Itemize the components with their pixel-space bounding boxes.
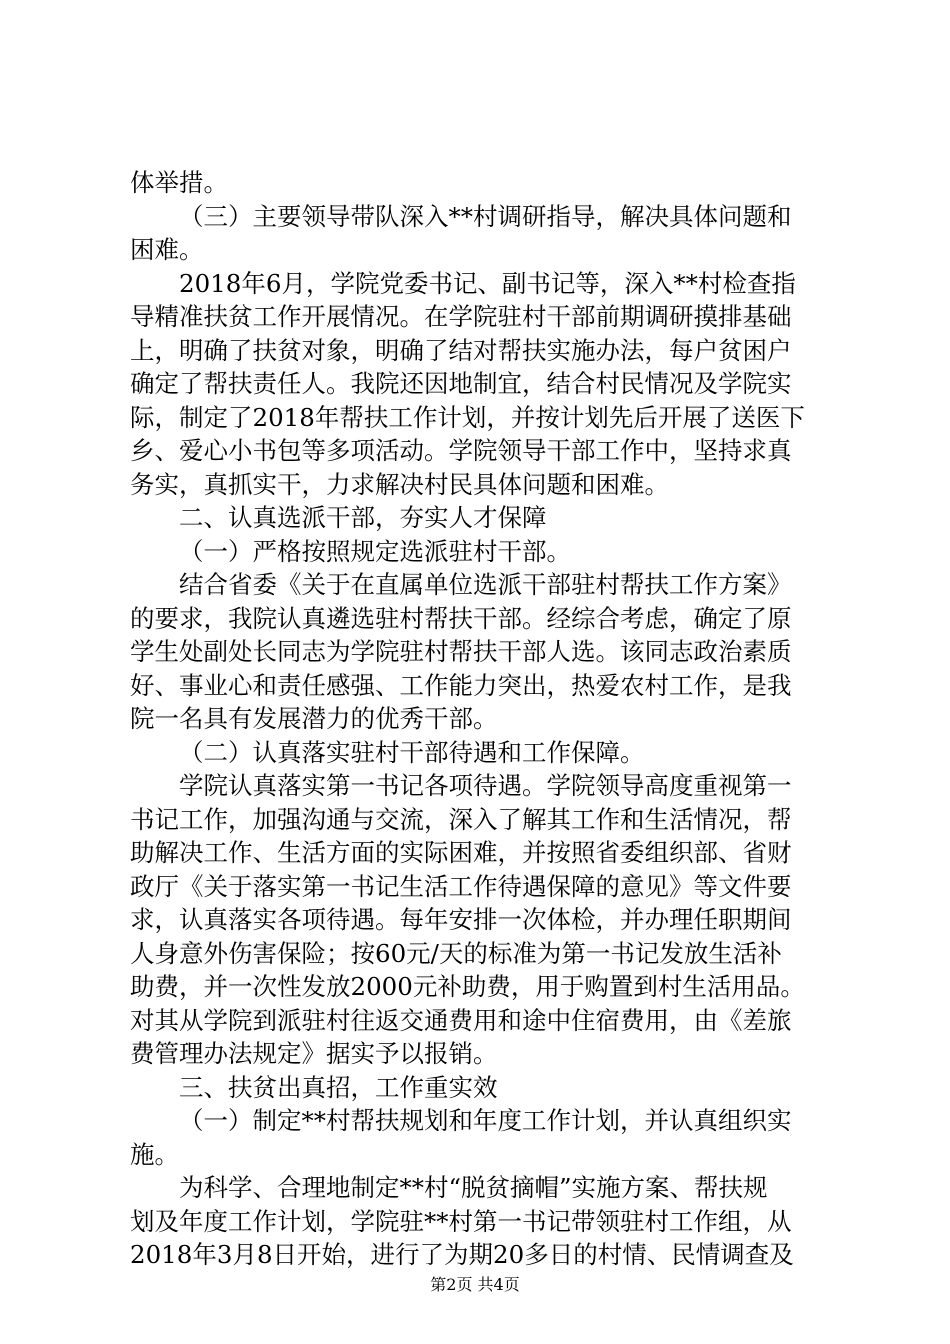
text-line: 施。 bbox=[130, 1139, 179, 1169]
text-line: 政厅《关于落实第一书记生活工作待遇保障的意见》等文件要 bbox=[130, 871, 792, 901]
text-line: 学院认真落实第一书记各项待遇。学院领导高度重视第一 bbox=[179, 771, 792, 800]
text-line: 学生处副处长同志为学院驻村帮扶干部人选。该同志政治素质 bbox=[130, 637, 792, 666]
text-line: 院一名具有发展潜力的优秀干部。 bbox=[130, 704, 498, 733]
text-line: 助解决工作、生活方面的实际困难，并按照省委组织部、省财 bbox=[130, 838, 792, 867]
text-line: 导精准扶贫工作开展情况。在学院驻村干部前期调研摸排基础 bbox=[130, 302, 792, 331]
text-line: 2018年6月，学院党委书记、副书记等，深入**村检查指 bbox=[179, 268, 796, 298]
text-line: （一）严格按照规定选派驻村干部。 bbox=[179, 536, 571, 566]
text-line: （一）制定**村帮扶规划和年度工作计划，并认真组织实 bbox=[179, 1106, 792, 1135]
text-line: 际，制定了2018年帮扶工作计划，并按计划先后开展了送医下 bbox=[130, 402, 805, 432]
text-line: 划及年度工作计划，学院驻**村第一书记带领驻村工作组，从 bbox=[130, 1206, 792, 1236]
text-line: 为科学、合理地制定**村“脱贫摘帽”实施方案、帮扶规 bbox=[179, 1173, 768, 1202]
text-line: 体举措。 bbox=[130, 168, 228, 197]
text-line: 求，认真落实各项待遇。每年安排一次体检，并办理任职期间 bbox=[130, 905, 792, 934]
text-line: 乡、爱心小书包等多项活动。学院领导干部工作中，坚持求真 bbox=[130, 436, 792, 465]
text-line: 困难。 bbox=[130, 235, 204, 264]
text-line: 的要求，我院认真遴选驻村帮扶干部。经综合考虑，确定了原 bbox=[130, 603, 792, 633]
page-footer: 第2页 共4页 bbox=[430, 1275, 520, 1294]
document-body bbox=[130, 166, 832, 1272]
text-line: 确定了帮扶责任人。我院还因地制宜，结合村民情况及学院实 bbox=[130, 369, 792, 398]
text-line: 书记工作，加强沟通与交流，深入了解其工作和生活情况，帮 bbox=[130, 804, 792, 834]
text-line: 助费，并一次性发放2000元补助费，用于购置到村生活用品。 bbox=[130, 972, 805, 1001]
text-line: 上，明确了扶贫对象，明确了结对帮扶实施办法，每户贫困户 bbox=[130, 335, 792, 365]
text-line: 费管理办法规定》据实予以报销。 bbox=[130, 1039, 498, 1068]
text-line: （三）主要领导带队深入**村调研指导，解决具体问题和 bbox=[179, 201, 792, 231]
text-line: 2018年3月8日开始，进行了为期20多日的村情、民情调查及 bbox=[130, 1240, 794, 1269]
text-line: 对其从学院到派驻村往返交通费用和途中住宿费用，由《差旅 bbox=[130, 1005, 792, 1035]
text-line: 结合省委《关于在直属单位选派干部驻村帮扶工作方案》 bbox=[179, 570, 792, 599]
text-line: （二）认真落实驻村干部待遇和工作保障。 bbox=[179, 737, 645, 767]
text-line: 三、扶贫出真招，工作重实效 bbox=[179, 1072, 498, 1102]
text-line: 人身意外伤害保险；按60元/天的标准为第一书记发放生活补 bbox=[130, 938, 782, 968]
text-line: 二、认真选派干部，夯实人才保障 bbox=[179, 503, 547, 532]
text-line: 务实，真抓实干，力求解决村民具体问题和困难。 bbox=[130, 469, 669, 499]
text-line: 好、事业心和责任感强、工作能力突出，热爱农村工作，是我 bbox=[130, 670, 792, 700]
